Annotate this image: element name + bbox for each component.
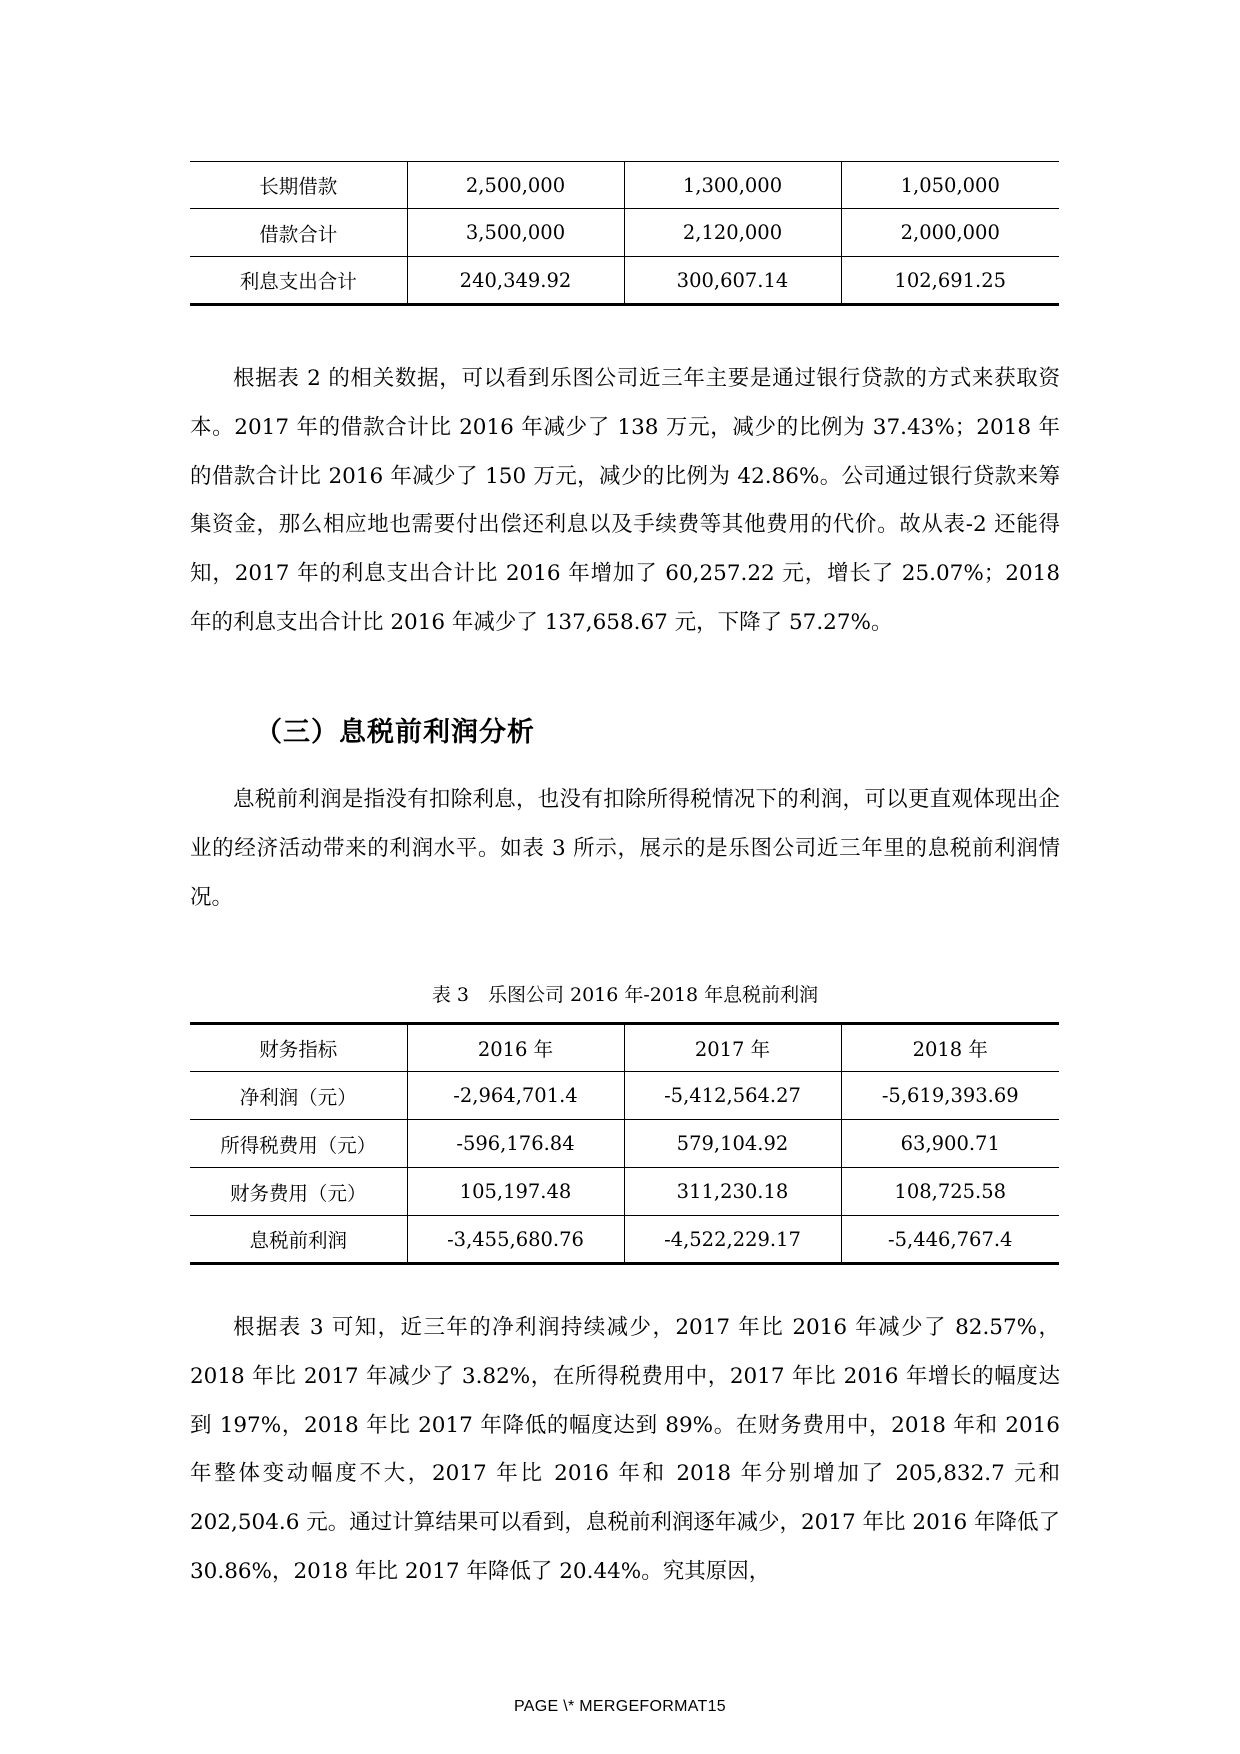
- table-row: [190, 162, 1059, 209]
- table-cell: 311,230.18: [624, 1168, 841, 1216]
- table-cell: 2,000,000: [841, 209, 1059, 257]
- table-cell: 579,104.92: [624, 1120, 841, 1168]
- table-cell: 长期借款: [190, 162, 407, 209]
- table-cell: -5,619,393.69: [841, 1072, 1059, 1120]
- table-2-continued: [190, 161, 1059, 306]
- table-row: [190, 1216, 1059, 1264]
- table-cell: -596,176.84: [407, 1120, 624, 1168]
- table-row: [190, 1168, 1059, 1216]
- table-cell: -4,522,229.17: [624, 1216, 841, 1264]
- table-cell: 105,197.48: [407, 1168, 624, 1216]
- table-cell: 净利润（元）: [190, 1072, 407, 1120]
- column-header: 2016 年: [407, 1024, 624, 1072]
- table-cell: 2,120,000: [624, 209, 841, 257]
- body-paragraph: 根据表 2 的相关数据，可以看到乐图公司近三年主要是通过银行贷款的方式来获取资本。2017 年的借款合计比 2016 年减少了 138 万元，减少的比例为 37.43%；2018 年的借款合计比 2016 年减少了 150 万元，减少的比例为 42.86%。公司通过银行贷款来筹集资金，那么相应地也需要付出偿还利息以及手续费等其他费用的代价。故从表-2 还能得知，2017 年的利息支出合计比 2016 年增加了 60,257.22 元，增长了 25.07%；2018 年的利息支出合计比 2016 年减少了 137,658.67 元，下降了 57.27%。: [190, 366, 1060, 635]
- column-header: 2017 年: [624, 1024, 841, 1072]
- table-cell: 所得税费用（元）: [190, 1120, 407, 1168]
- table-cell: 102,691.25: [841, 257, 1059, 305]
- section-heading: （三）息税前利润分析: [255, 717, 535, 748]
- column-header: 2018 年: [841, 1024, 1059, 1072]
- table-cell: 1,050,000: [841, 162, 1059, 209]
- table-cell: -5,412,564.27: [624, 1072, 841, 1120]
- table-cell: 63,900.71: [841, 1120, 1059, 1168]
- body-paragraph: 根据表 3 可知，近三年的净利润持续减少，2017 年比 2016 年减少了 82.57%，2018 年比 2017 年减少了 3.82%，在所得税费用中，2017 年比 2016 年增长的幅度达到 197%，2018 年比 2017 年降低的幅度达到 89%。在财务费用中，2018 年和 2016 年整体变动幅度不大，2017 年比 2016 年和 2018 年分别增加了 205,832.7 元和 202,504.6 元。通过计算结果可以看到，息税前利润逐年减少，2017 年比 2016 年降低了 30.86%，2018 年比 2017 年降低了 20.44%。究其原因，: [190, 1315, 1060, 1584]
- table-row: [190, 1120, 1059, 1168]
- page-footer: PAGE \* MERGEFORMAT15: [514, 1698, 726, 1715]
- body-paragraph: 息税前利润是指没有扣除利息，也没有扣除所得税情况下的利润，可以更直观体现出企业的经济活动带来的利润水平。如表 3 所示，展示的是乐图公司近三年里的息税前利润情况。: [190, 787, 1060, 910]
- table-cell: 1,300,000: [624, 162, 841, 209]
- table-cell: 108,725.58: [841, 1168, 1059, 1216]
- table-cell: 2,500,000: [407, 162, 624, 209]
- table-header-row: [190, 1024, 1059, 1072]
- table-cell: -2,964,701.4: [407, 1072, 624, 1120]
- table-cell: 利息支出合计: [190, 257, 407, 305]
- table-cell: 借款合计: [190, 209, 407, 257]
- table-row: [190, 209, 1059, 257]
- table-cell: 3,500,000: [407, 209, 624, 257]
- table-row: [190, 257, 1059, 305]
- table-cell: -5,446,767.4: [841, 1216, 1059, 1264]
- table-3-ebit: [190, 1022, 1059, 1265]
- table-cell: 息税前利润: [190, 1216, 407, 1264]
- table-cell: 240,349.92: [407, 257, 624, 305]
- table-cell: 300,607.14: [624, 257, 841, 305]
- table-caption: 表 3 乐图公司 2016 年-2018 年息税前利润: [431, 984, 819, 1006]
- table-cell: -3,455,680.76: [407, 1216, 624, 1264]
- table-row: [190, 1072, 1059, 1120]
- table-cell: 财务费用（元）: [190, 1168, 407, 1216]
- column-header: 财务指标: [190, 1024, 407, 1072]
